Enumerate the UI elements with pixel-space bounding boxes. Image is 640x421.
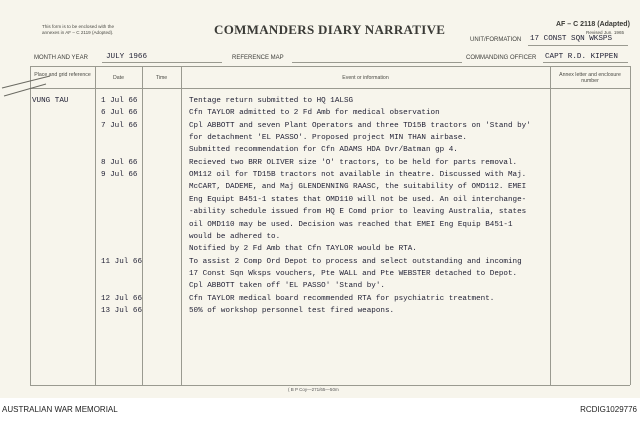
form-title: COMMANDERS DIARY NARRATIVE: [214, 22, 446, 37]
table-row: [0, 109, 640, 121]
table-row: [0, 282, 640, 294]
reference-map-label: REFERENCE MAP: [232, 55, 284, 61]
entry-date: 7 Jul 66: [101, 121, 138, 130]
table-row: [0, 97, 640, 109]
entry-event: OM112 oil for TD15B tractors not available in theatre. Discussed with Maj.: [189, 171, 527, 180]
entry-date: 9 Jul 66: [101, 171, 138, 180]
table-row: [0, 295, 640, 307]
form-revised: Revised Jun. 1965: [586, 30, 625, 35]
entry-event: Submitted recommendation for Cfn ADAMS HDA Dvr/Batman gp 4.: [189, 146, 458, 155]
entry-event: 50% of workshop personnel test fired weapons.: [189, 306, 395, 315]
entry-event: Cfn TAYLOR admitted to 2 Fd Amb for medical observation: [189, 109, 440, 118]
archive-footer: [0, 398, 640, 421]
table-row: [0, 245, 640, 257]
entry-event: for detachment 'EL PASSO'. Proposed project MIN THAN airbase.: [189, 134, 467, 143]
entry-date: 1 Jul 66: [101, 97, 138, 105]
entry-event: -ability schedule issued from HQ E Comd prior to leaving Australia, states: [189, 208, 527, 217]
column-header-place: Place and grid reference: [34, 72, 91, 78]
form-code: AF – C 2118 (Adapted): [556, 21, 630, 28]
entry-date: 11 Jul 66: [101, 257, 143, 266]
unit-value: 17 CONST SQN WKSPS: [530, 35, 613, 43]
column-header-event: Event or information: [342, 75, 389, 81]
table-row: [0, 122, 640, 134]
month-label: MONTH AND YEAR: [34, 55, 88, 61]
entry-event: Cpl ABBOTT taken off 'EL PASSO' 'Stand by'.: [189, 282, 385, 291]
column-header-annex: Annex letter and enclosure number: [559, 72, 621, 84]
footer-source: AUSTRALIAN WAR MEMORIAL: [2, 405, 118, 414]
column-header-time: Time: [155, 75, 168, 81]
entry-event: McCART, DADEME, and Maj GLENDENNING RAASC, the suitability of OMD112. EMEI: [189, 183, 527, 192]
entry-date: 12 Jul 66: [101, 294, 143, 303]
table-row: [0, 221, 640, 233]
table-row: [0, 183, 640, 195]
entry-date: 13 Jul 66: [101, 306, 143, 315]
table-row: [0, 146, 640, 158]
entry-event: Tentage return submitted to HQ 1ALSG: [189, 97, 354, 105]
entry-event: Eng Equipt B451-1 states that OMD110 will not be used. An oil interchange-: [189, 195, 527, 204]
entry-event: Notified by 2 Fd Amb that Cfn TAYLOR would be RTA.: [189, 245, 417, 254]
entry-event: Recieved two BRR OLIVER size 'O' tractors, to be held for parts removal.: [189, 158, 518, 167]
table-row: [0, 307, 640, 319]
entry-event: 17 Const Sqn Wksps vouchers, Pte WALL and Pte WEBSTER detached to Depot.: [189, 269, 518, 278]
entry-event: would be adhered to.: [189, 232, 281, 241]
table-row: [0, 258, 640, 270]
table-row: [0, 134, 640, 146]
table-row: [0, 171, 640, 183]
entry-place: VUNG TAU: [32, 97, 69, 105]
entry-event: To assist 2 Comp Ord Depot to process and select outstanding and incoming: [189, 257, 522, 266]
commanding-officer-value: CAPT R.D. KIPPEN: [545, 53, 618, 61]
footer-id: RCDIG1029776: [580, 405, 637, 414]
month-value: JULY 1966: [106, 53, 148, 61]
pencil-mark-icon: [0, 68, 60, 100]
unit-label: UNIT/FORMATION: [470, 37, 522, 43]
form-notice-line2: annexes in AF – C 2119 (Adopted).: [42, 30, 114, 35]
entry-event: Cpl ABBOTT and seven Plant Operators and three TD15B tractors on 'Stand by': [189, 121, 531, 130]
table-row: [0, 270, 640, 282]
table-row: [0, 233, 640, 245]
entry-date: 8 Jul 66: [101, 158, 138, 167]
commanding-officer-label: COMMANDING OFFICER: [466, 55, 537, 61]
entry-event: Cfn TAYLOR medical board recommended RTA for psychiatric treatment.: [189, 294, 495, 303]
entry-event: oil OMD110 may be used. Decision was reached that EMEI Eng Equip B451-1: [189, 220, 513, 229]
table-row: [0, 208, 640, 220]
entry-date: 6 Jul 66: [101, 109, 138, 118]
printer-line: ( B P Coy—271/65—50m: [288, 387, 339, 392]
form-notice-line1: This form is to be enclosed with the: [42, 24, 115, 29]
column-header-date: Date: [113, 75, 124, 81]
table-row: [0, 159, 640, 171]
table-row: [0, 196, 640, 208]
